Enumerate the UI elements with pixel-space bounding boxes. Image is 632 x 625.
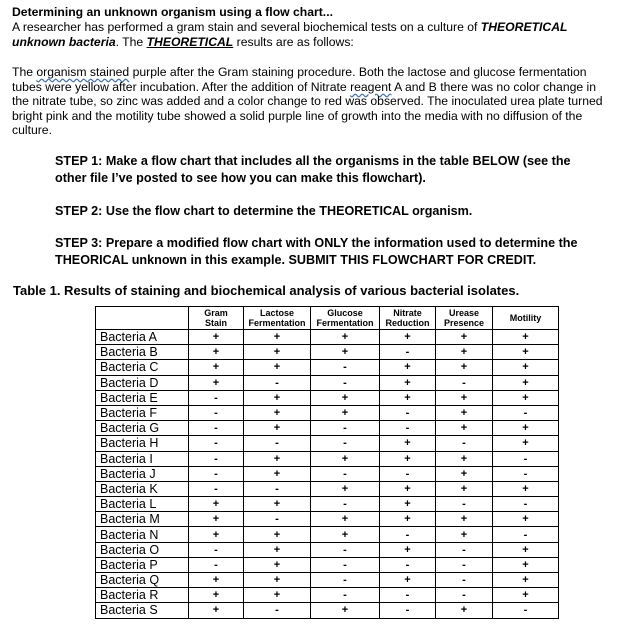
- result-cell: -: [311, 588, 380, 603]
- intro-line-1-text: A researcher has performed a gram stain and several biochemical tests on a culture of: [12, 20, 481, 34]
- table-row: [96, 481, 559, 496]
- result-cell: -: [436, 557, 493, 572]
- result-cell: +: [244, 345, 311, 360]
- result-cell: +: [493, 557, 559, 572]
- result-cell: -: [311, 542, 380, 557]
- intro-line-2-text: . The: [115, 34, 147, 49]
- result-cell: +: [189, 512, 244, 527]
- bacteria-name-cell: Bacteria H: [96, 436, 189, 451]
- table-row: [96, 497, 559, 512]
- result-cell: -: [380, 345, 436, 360]
- table-row: [96, 405, 559, 420]
- result-cell: -: [380, 527, 436, 542]
- table-row: [96, 603, 559, 618]
- paragraph-line-1: [12, 65, 632, 80]
- result-cell: +: [436, 421, 493, 436]
- bacteria-name-cell: Bacteria G: [96, 421, 189, 436]
- result-cell: +: [493, 330, 559, 345]
- step-2: STEP 2: Use the flow chart to determine the THEORETICAL organism.: [55, 204, 473, 218]
- paragraph-line-5: culture.: [12, 123, 52, 138]
- result-cell: +: [244, 330, 311, 345]
- result-cell: -: [189, 451, 244, 466]
- column-header: [189, 307, 244, 330]
- result-cell: -: [244, 603, 311, 618]
- result-cell: +: [493, 436, 559, 451]
- result-cell: -: [311, 360, 380, 375]
- result-cell: -: [380, 421, 436, 436]
- result-cell: +: [311, 512, 380, 527]
- result-cell: +: [311, 345, 380, 360]
- result-cell: -: [380, 588, 436, 603]
- result-cell: -: [189, 557, 244, 572]
- result-cell: +: [244, 466, 311, 481]
- result-cell: +: [493, 390, 559, 405]
- results-paragraph: [12, 65, 632, 138]
- result-cell: +: [380, 330, 436, 345]
- column-header-line-2: Stain: [204, 318, 227, 328]
- result-cell: -: [311, 421, 380, 436]
- result-cell: +: [244, 497, 311, 512]
- table-row: [96, 527, 559, 542]
- table-row: [96, 345, 559, 360]
- column-header: [96, 307, 189, 330]
- column-header: [436, 307, 493, 330]
- bacteria-name-cell: Bacteria Q: [96, 573, 189, 588]
- column-header-line-1: Lactose: [259, 308, 294, 318]
- result-cell: +: [311, 603, 380, 618]
- result-cell: +: [189, 375, 244, 390]
- grammar-flag-reagent: reagent: [350, 79, 392, 94]
- result-cell: +: [436, 512, 493, 527]
- result-cell: +: [436, 451, 493, 466]
- column-header-line-2: Reduction: [385, 318, 430, 328]
- result-cell: +: [493, 481, 559, 496]
- result-cell: +: [380, 542, 436, 557]
- step-1-line-2: other file I’ve posted to see how you can make this flowchart).: [55, 171, 426, 185]
- intro-line-1: [12, 20, 632, 35]
- result-cell: -: [189, 466, 244, 481]
- result-cell: +: [189, 527, 244, 542]
- result-cell: -: [493, 466, 559, 481]
- bacteria-name-cell: Bacteria B: [96, 345, 189, 360]
- result-cell: +: [436, 603, 493, 618]
- column-header-line-1: Motility: [509, 313, 542, 323]
- bacteria-name-cell: Bacteria N: [96, 527, 189, 542]
- table-row: [96, 360, 559, 375]
- result-cell: +: [436, 360, 493, 375]
- result-cell: +: [244, 451, 311, 466]
- intro-unknown-bacteria: unknown bacteria: [12, 34, 116, 49]
- bacteria-name-cell: Bacteria D: [96, 375, 189, 390]
- bacteria-name-cell: Bacteria P: [96, 557, 189, 572]
- table-row: [96, 421, 559, 436]
- result-cell: -: [380, 557, 436, 572]
- result-cell: -: [493, 451, 559, 466]
- result-cell: -: [436, 588, 493, 603]
- result-cell: +: [189, 588, 244, 603]
- result-cell: +: [189, 603, 244, 618]
- column-header-line-1: Gram: [204, 308, 228, 318]
- paragraph-line-2-end: A and B there was no color change in: [391, 79, 597, 94]
- intro-line-2: [12, 35, 632, 50]
- result-cell: -: [189, 390, 244, 405]
- result-cell: +: [244, 542, 311, 557]
- result-cell: -: [436, 375, 493, 390]
- result-cell: +: [380, 481, 436, 496]
- result-cell: -: [311, 573, 380, 588]
- paragraph-line-3: the nitrate tube, so zinc was added and a color change to red was observed. The inoculated urea plate turned: [12, 94, 603, 109]
- result-cell: -: [493, 405, 559, 420]
- column-header-line-2: Fermentation: [248, 318, 306, 328]
- column-header-line-1: Urease: [448, 308, 480, 318]
- result-cell: +: [380, 390, 436, 405]
- intro-text: [12, 20, 632, 49]
- result-cell: +: [244, 527, 311, 542]
- result-cell: -: [189, 481, 244, 496]
- bacteria-name-cell: Bacteria F: [96, 405, 189, 420]
- column-header-line-2: Presence: [443, 318, 485, 328]
- result-cell: -: [311, 497, 380, 512]
- table-body: [96, 330, 559, 619]
- step-3: [55, 235, 632, 269]
- result-cell: +: [436, 330, 493, 345]
- result-cell: +: [436, 481, 493, 496]
- result-cell: -: [244, 375, 311, 390]
- column-header-line-2: Fermentation: [316, 318, 374, 328]
- table-caption: Table 1. Results of staining and biochemical analysis of various bacterial isolates.: [13, 283, 520, 298]
- table-header-row: [96, 307, 559, 330]
- result-cell: +: [493, 345, 559, 360]
- result-cell: +: [493, 360, 559, 375]
- result-cell: +: [244, 405, 311, 420]
- table-row: [96, 375, 559, 390]
- result-cell: +: [244, 557, 311, 572]
- result-cell: +: [380, 436, 436, 451]
- paragraph-line-1-start: The: [12, 65, 37, 79]
- bacteria-name-cell: Bacteria J: [96, 466, 189, 481]
- paragraph-line-2-start: tubes were yellow after incubation. After the addition of Nitrate: [12, 79, 351, 94]
- result-cell: +: [189, 345, 244, 360]
- result-cell: -: [493, 497, 559, 512]
- document-title: Determining an unknown organism using a flow chart...: [12, 5, 333, 19]
- bacteria-name-cell: Bacteria O: [96, 542, 189, 557]
- result-cell: -: [436, 573, 493, 588]
- intro-theoretical-underlined: THEORETICAL: [146, 34, 234, 49]
- result-cell: -: [493, 527, 559, 542]
- column-header-line-1: Nitrate: [393, 308, 422, 318]
- result-cell: -: [380, 405, 436, 420]
- result-cell: +: [244, 421, 311, 436]
- bacteria-name-cell: Bacteria C: [96, 360, 189, 375]
- column-header: [244, 307, 311, 330]
- result-cell: +: [493, 421, 559, 436]
- bacteria-name-cell: Bacteria I: [96, 451, 189, 466]
- result-cell: -: [311, 466, 380, 481]
- paragraph-line-4: bright pink and the motility tube showed a solid purple line of growth into the media with no diffusion of the: [12, 108, 583, 123]
- bacteria-name-cell: Bacteria A: [96, 330, 189, 345]
- result-cell: +: [380, 512, 436, 527]
- result-cell: +: [189, 360, 244, 375]
- result-cell: +: [436, 345, 493, 360]
- result-cell: +: [380, 451, 436, 466]
- step-1-line-1: STEP 1: Make a flow chart that includes all the organisms in the table BELOW (see the: [55, 154, 571, 168]
- result-cell: -: [189, 542, 244, 557]
- grammar-flag-organism-stained: organism stained: [36, 65, 130, 79]
- result-cell: -: [493, 603, 559, 618]
- paragraph-line-1-end: purple after the Gram staining procedure. Both the lactose and glucose fermentation: [129, 65, 587, 79]
- step-1: [55, 153, 632, 187]
- result-cell: +: [436, 466, 493, 481]
- result-cell: +: [493, 375, 559, 390]
- result-cell: +: [493, 542, 559, 557]
- paragraph-line-2: [12, 80, 632, 95]
- table-row: [96, 436, 559, 451]
- table-row: [96, 330, 559, 345]
- result-cell: +: [189, 573, 244, 588]
- table-row: [96, 512, 559, 527]
- result-cell: +: [493, 588, 559, 603]
- table-row: [96, 451, 559, 466]
- table-row: [96, 588, 559, 603]
- intro-theoretical-emphasis: THEORETICAL: [480, 20, 568, 34]
- table-row: [96, 466, 559, 481]
- result-cell: -: [189, 421, 244, 436]
- table-row: [96, 573, 559, 588]
- result-cell: +: [436, 390, 493, 405]
- result-cell: +: [244, 588, 311, 603]
- column-header: [493, 307, 559, 330]
- result-cell: -: [311, 557, 380, 572]
- result-cell: +: [311, 451, 380, 466]
- column-header: [311, 307, 380, 330]
- column-header-line-1: Glucose: [327, 308, 363, 318]
- bacteria-name-cell: Bacteria E: [96, 390, 189, 405]
- result-cell: +: [189, 497, 244, 512]
- result-cell: +: [189, 330, 244, 345]
- table-row: [96, 542, 559, 557]
- results-table: [95, 306, 559, 619]
- result-cell: +: [380, 497, 436, 512]
- intro-line-2-end: results are as follows:: [233, 34, 354, 49]
- result-cell: -: [436, 436, 493, 451]
- column-header: [380, 307, 436, 330]
- bacteria-name-cell: Bacteria R: [96, 588, 189, 603]
- result-cell: +: [244, 390, 311, 405]
- result-cell: +: [311, 330, 380, 345]
- bacteria-name-cell: Bacteria K: [96, 481, 189, 496]
- result-cell: -: [436, 542, 493, 557]
- bacteria-name-cell: Bacteria L: [96, 497, 189, 512]
- result-cell: -: [311, 436, 380, 451]
- step-3-line-1: STEP 3: Prepare a modified flow chart with ONLY the information used to determine the: [55, 236, 578, 250]
- result-cell: +: [380, 573, 436, 588]
- result-cell: +: [311, 481, 380, 496]
- result-cell: +: [493, 512, 559, 527]
- table-row: [96, 390, 559, 405]
- result-cell: -: [380, 603, 436, 618]
- result-cell: -: [311, 375, 380, 390]
- result-cell: +: [436, 527, 493, 542]
- table-row: [96, 557, 559, 572]
- result-cell: -: [244, 481, 311, 496]
- result-cell: +: [244, 360, 311, 375]
- result-cell: -: [244, 512, 311, 527]
- result-cell: +: [380, 375, 436, 390]
- result-cell: -: [189, 436, 244, 451]
- result-cell: -: [380, 466, 436, 481]
- result-cell: +: [311, 527, 380, 542]
- result-cell: +: [493, 573, 559, 588]
- step-3-line-2: THEORICAL unknown in this example. SUBMIT THIS FLOWCHART FOR CREDIT.: [55, 253, 537, 267]
- result-cell: +: [436, 405, 493, 420]
- bacteria-name-cell: Bacteria M: [96, 512, 189, 527]
- result-cell: +: [311, 405, 380, 420]
- bacteria-name-cell: Bacteria S: [96, 603, 189, 618]
- result-cell: +: [380, 360, 436, 375]
- result-cell: -: [436, 497, 493, 512]
- result-cell: +: [244, 573, 311, 588]
- result-cell: +: [311, 390, 380, 405]
- result-cell: -: [189, 405, 244, 420]
- result-cell: -: [244, 436, 311, 451]
